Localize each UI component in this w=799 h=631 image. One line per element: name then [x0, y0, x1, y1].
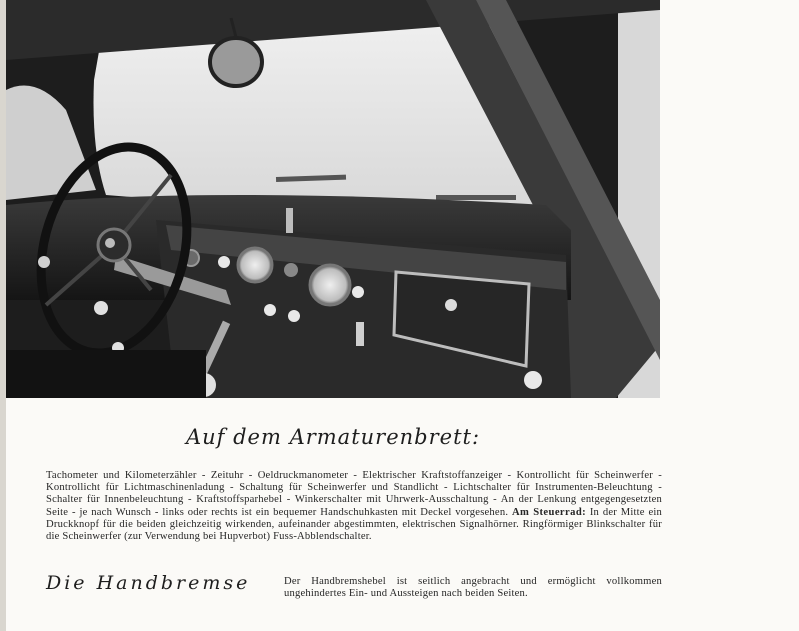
car-dashboard-photo	[6, 0, 660, 398]
steering-wheel-label: Am Steuerrad:	[511, 506, 587, 518]
dashboard-description	[46, 470, 662, 543]
handbrake-description: Der Handbremshebel ist seitlich angebracht und ermöglicht vollkommen ungehindertes Ein- und Aussteigen nach beiden Seiten.	[284, 576, 662, 600]
dashboard-description-part1: Tachometer und Kilometerzähler - Zeituhr - Oeldruckmanometer - Elektrischer Kraftstoffanzeiger - Kontrollicht für Scheinwerfer - Kontrollicht für Lichtmaschinenladung - Schaltung für Scheinwerfer und Standlicht - Lichtschalter für Instrumenten-Beleuchtung - Schalter für Innenbeleuchtung - Kraftstoffsparhebel - Winkerschalter mit Uhrwerk-Ausschaltung - An der Lenkung entgegengesetzten Seite - je nach Wunsch - links oder rechts ist ein bequemer Handschuhkasten mit Deckel vorgesehen.	[46, 470, 662, 518]
section-heading-dashboard: Auf dem Armaturenbrett:	[185, 425, 481, 449]
handbrake-heading: Die Handbremse	[46, 572, 251, 594]
dashboard-description-part2: In der Mitte ein Druckknopf für die beiden gleichzeitig wirkenden, aufeinander abgestimmten, elektrischen Signalhörner. Ringförmiger Blinkschalter für die Scheinwerfer (zur Verwendung bei Hupverbot) Fuss-Abblendschalter.	[46, 506, 662, 543]
